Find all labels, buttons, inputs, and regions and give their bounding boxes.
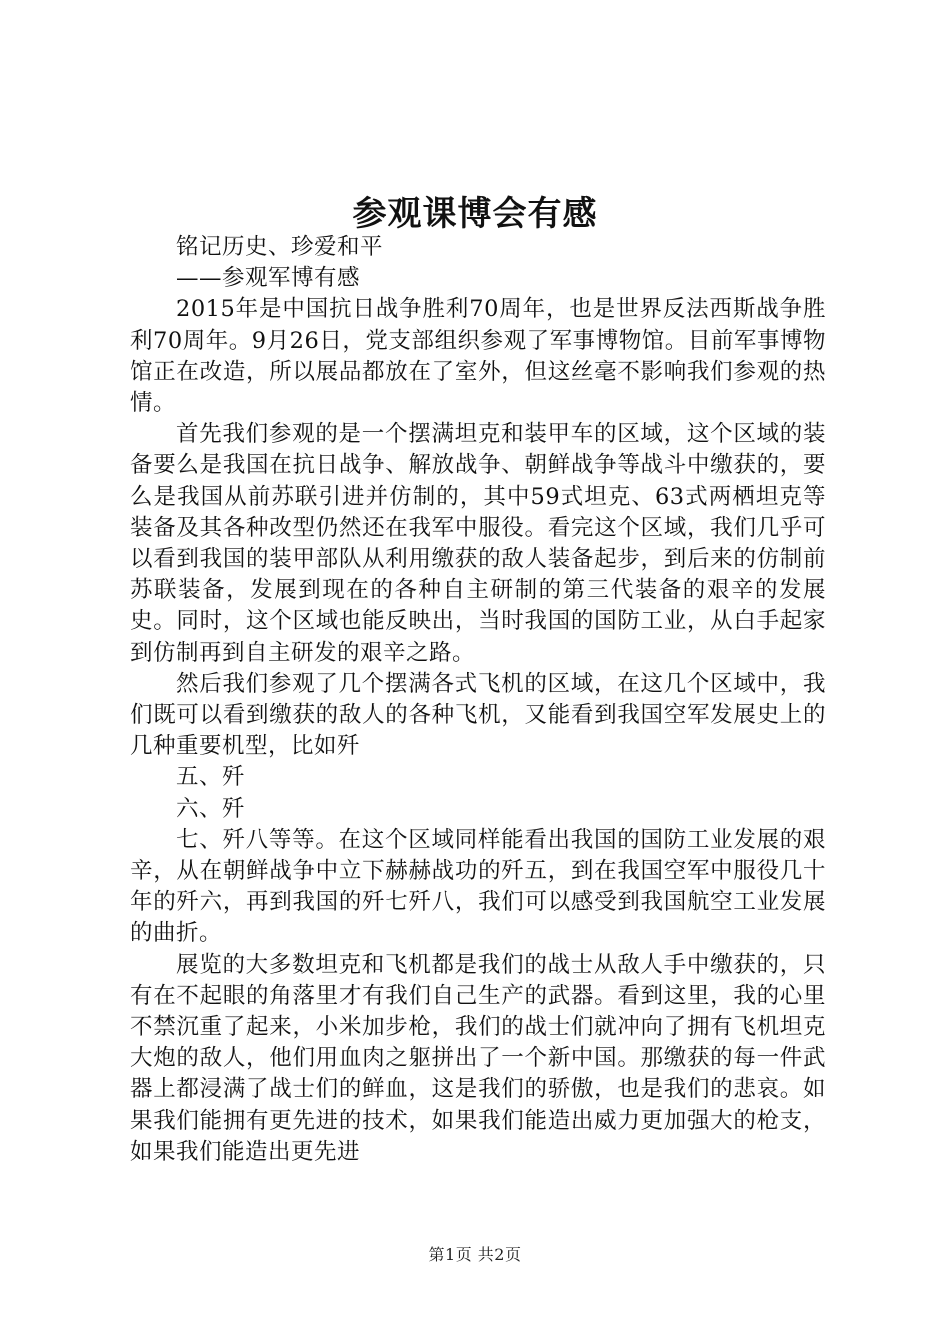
paragraph: 2015年是中国抗日战争胜利70周年，也是世界反法西斯战争胜利70周年。9月26日，党支部组织参观了军事博物馆。目前军事博物馆正在改造，所以展品都放在了室外，但这丝毫不影响我们参观的热情。 <box>130 296 826 417</box>
subtitle-line: ——参观军博有感 <box>176 265 361 292</box>
subtitle-line: 铭记历史、珍爱和平 <box>176 234 384 260</box>
paragraph: 七、歼八等等。在这个区域同样能看出我国的国防工业发展的艰辛，从在朝鲜战争中立下赫赫战功的歼五，到在我国空军中服役几十年的歼六，再到我国的歼七歼八，我们可以感受到我国航空工业发展的曲折。 <box>130 826 826 947</box>
short-line: 六、歼 <box>176 795 246 822</box>
document-body <box>130 232 826 1168</box>
paragraph: 首先我们参观的是一个摆满坦克和装甲车的区域，这个区域的装备要么是我国在抗日战争、解放战争、朝鲜战争等战斗中缴获的，要么是我国从前苏联引进并仿制的，其中59式坦克、63式两栖坦克等装备及其各种改型仍然还在我军中服役。看完这个区域，我们几乎可以看到我国的装甲部队从利用缴获的敌人装备起步，到后来的仿制前苏联装备，发展到现在的各种自主研制的第三代装备的艰辛的发展史。同时，这个区域也能反映出，当时我国的国防工业，从白手起家到仿制再到自主研发的艰辛之路。 <box>130 421 826 666</box>
document-title: 参观课博会有感 <box>352 194 598 234</box>
short-line: 五、歼 <box>176 764 246 791</box>
page-footer: 第1页 共2页 <box>428 1245 522 1264</box>
paragraph: 然后我们参观了几个摆满各式飞机的区域，在这几个区域中，我们既可以看到缴获的敌人的各种飞机，又能看到我国空军发展史上的几种重要机型，比如歼 <box>130 670 826 760</box>
paragraph: 展览的大多数坦克和飞机都是我们的战士从敌人手中缴获的，只有在不起眼的角落里才有我们自己生产的武器。看到这里，我的心里不禁沉重了起来，小米加步枪，我们的战士们就冲向了拥有飞机坦克大炮的敌人，他们用血肉之躯拼出了一个新中国。那缴获的每一件武器上都浸满了战士们的鲜血，这是我们的骄傲，也是我们的悲哀。如果我们能拥有更先进的技术，如果我们能造出威力更加强大的枪支，如果我们能造出更先进 <box>130 951 826 1165</box>
